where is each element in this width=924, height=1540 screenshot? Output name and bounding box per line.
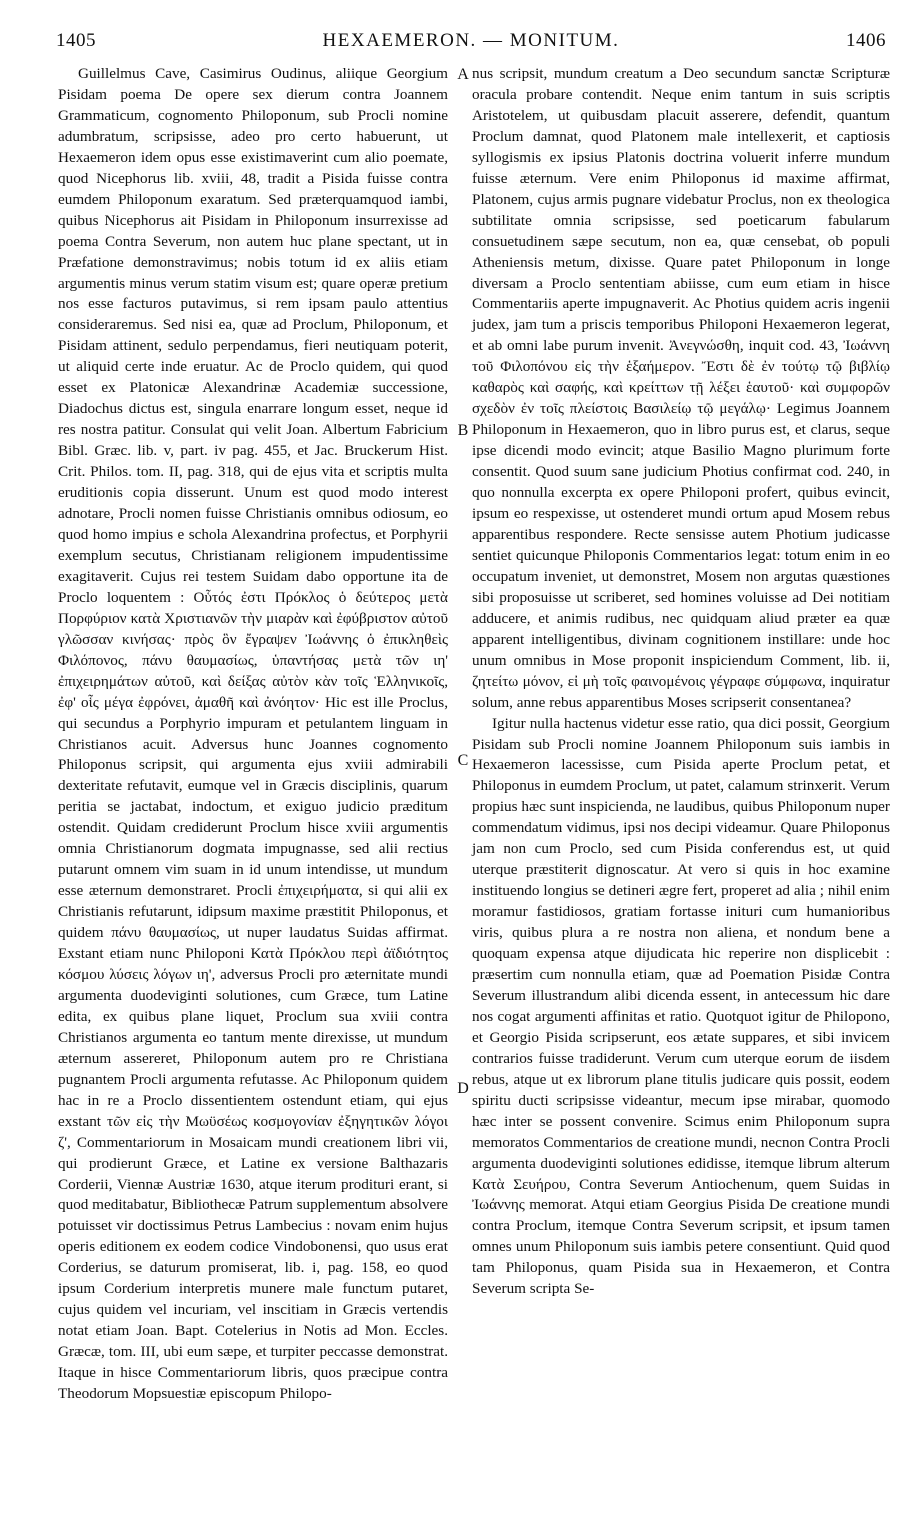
left-paragraph: Guillelmus Cave, Casimirus Oudinus, aliique Georgium Pisidam poema De opere sex dierum contra Joannem Grammaticum, cognomento Philoponum, sub Procli nomine adumbratum, scripsisse, adeo pro certo habuerunt, ut Hexaemeron idem opus esse existimaverint cum alio poemate, quod Nicephorus lib. xviii, 48, tradit a Pisida fuisse contra eumdem Philoponum exaratum. Sed præterquamquod iambi, quibus Nicephorus ait Pisidam in Philoponum insurrexisse ad poema Contra Severum, non autem huc plane spectant, ut in Præfatione demonstravimus; nobis totum id ex aliis etiam argumentis minus verum statim visum est; quare operæ pretium nos esse facturos putavimus, si rem ipsam paulo attentius consideraremus. Sed nisi ea, quæ ad Proclum, Philoponum, et Pisidam attinent, sedulo perpendamus, fieri neutiquam poterit, ut aliquid certe inde eruatur. Ac de Proclo quidem, qui quod esset ex Platonicæ Alexandrinæ Academiæ successione, Diadochus dictus est, singula enarrare longum esset, neque id res nostra patitur. Consulat qui velit Joan. Albertum Fabricium Bibl. Græc. lib. v, part. iv pag. 455, et Jac. Bruckerum Hist. Crit. Philos. tom. II, pag. 318, qui de ejus vita et scriptis multa eruditionis copia disserunt. Unum est quod modo interest adnotare, Procli nomen fuisse Christianis omnibus odiosum, eo quod homo impius e schola Alexandrina profectus, et Porphyrii exemplum secutus, Christianam religionem impudentissime exagitaverit. Cujus rei testem Suidam dabo opportune ita de Proclo loquentem : Οὗτός ἐστι Πρόκλος ὁ δεύτερος μετὰ Πορφύριον κατὰ Χριστιανῶν τὴν μιαρὰν καὶ ἐφύβριστον αὐτοῦ γλῶσσαν κινήσας· πρὸς ὃν ἔγραψεν Ἰωάννης ὁ ἐπικληθεὶς Φιλόπονος, πάνυ θαυμασίως, ὑπαντήσας μετὰ τῶν ιη' ἐπιχειρημάτων αὐτοῦ, καὶ δείξας αὐτὸν κὰν τοῖς Ἑλληνικοῖς, ἐφ' οἷς μέγα ἐφρόνει, ἀμαθῆ καὶ ἀνόητον· Hic est ille Proclus, qui secundus a Porphyrio impuram et petulantem linguam in Christianos acuit. Adversus hunc Joannes cognomento Philoponus scripsit, qui argumenta ejus xviii admirabili dexteritate refutavit, eumque vel in Græcis disciplinis, quarum peritia se jactabat, indoctum, et exiguo judicio præditum ostendit. Quidam crediderunt Proclum hisce xviii argumentis omnia Christianorum dogmata impugnasse, sed alii rectius putarunt omnem vim suam in id unum intendisse, ut mundum esse æternum demonstraret. Procli ἐπιχειρήματα, si qui alii ex Christianis refutarunt, idipsum maxime præstitit Philoponus, et quidem πάνυ θαυμασίως, ut nuper laudatus Suidas affirmat. Exstant etiam nunc Philoponi Κατὰ Πρόκλου περὶ ἀϊδιότητος κόσμου λύσεις λόγων ιη', adversus Procli pro æternitate mundi argumenta duodeviginti solutiones, cum Græce, tum Latine edita, ex quibus plane liquet, Proclum sua xviii contra Christianos argumenta eo tantum mente direxisse, ut mundum æternum assereret, Philoponum autem pro re Christiana pugnantem Procli argumenta refutasse. Ac Philoponum quidem hac in re a Proclo dissentientem ostendunt etiam, qui ejus exstant τῶν εἰς τὴν Μωϋσέως κοσμογονίαν ἐξηγητικῶν λόγοι ζ', Commentariorum in Mosaicam mundi creationem libri vii, qui prodierunt Græce, et Latine ex versione Balthazaris Corderii, Viennæ Austriæ 1630, atque iterum prodituri erant, si quod meditabatur, Bibliothecæ Patrum supplementum absolvere potuisset vir doctissimus Petrus Lambecius : novam enim hujus operis editionem ex eodem codice Vindobonensi, quo usus erat Corderius, se daturum promiserat, lib. i, pag. 158, eo quod ipsum Corderium interpretis munere male functum putaret, cujus quidem vel incuriam, vel inscitiam in Græcis vertendis notat etiam Joan. Bapt. Cotelerius in Notis ad Mon. Eccles. Græcæ, tom. III, ubi eum sæpe, et turpiter peccasse demonstrat. Itaque in hisce Commentariorum libris, quos præcipue contra Theodorum Mopsuestiæ episcopum Philopo- <box>58 65 448 1403</box>
margin-letter-d: D <box>457 1080 469 1097</box>
page-number-left: 1405 <box>56 30 96 51</box>
right-column <box>472 64 890 1300</box>
right-paragraph-igitur: Igitur nulla hactenus videtur esse ratio, qua dici possit, Georgium Pisidam sub Procli nomine Joannem Philoponum suis iambis in Hexaemeron lacessisse, cum Pisida aperte Proclum petat, et Philoponus in eumdem Proclum, ut patet, calamum strinxerit. Verum propius hæc sunt inspicienda, ne laudibus, quibus Philoponum nuper commendatum vidimus, ipsi nos decipi videamur. Quare Philoponus jam non cum Proclo, sed cum Pisida conferendus est, ut quid uterque præstiterit dignoscatur. At vero si quis in hoc examine instituendo longius se detineri ægre fert, properet ad alia ; nihil enim moramur fastidiosos, gratiam fortasse inituri cum humanioribus viris, quibus plura a re nostra non aliena, et nondum bene a quoquam expensa atque dijudicata hic reperire non displicebit : præsertim cum nonnulla etiam, quæ ad Poemation Pisidæ Contra Severum illustrandum alibi dicenda essent, in antecessum hic dare nos cogat argumenti affinitas et ratio. Quotquot igitur de Philopono, et Georgio Pisida scripserunt, eos ætate suppares, et sibi invicem contrarios fuisse tradiderunt. Verum cum uterque eorum de iisdem rebus, atque ut ex librorum plane titulis judicare quis possit, eodem spiritu ducti scripsisse videantur, mecum ipse mirabar, quomodo hæc inter se possent convenire. Scimus enim Philoponum supra memoratos Commentarios de creatione mundi, necnon Contra Procli argumenta duodeviginti solutiones edidisse, itemque librum alterum Κατὰ Σευήρου, Contra Severum Antiochenum, quem Suidas in Ἰωάννης memorat. Atqui etiam Georgius Pisida De creatione mundi contra Proclum, itemque Contra Severum scripsit, et ipsum tamen omnes unum Philoponum suis iambis petere consentiunt. Quid quod tam Philoponus, quam Pisida sua in Hexaemeron, et Contra Severum scripta Se- <box>472 714 890 1298</box>
right-paragraph-continued: nus scripsit, mundum creatum a Deo secundum sanctæ Scripturæ oracula probare contendit. Neque enim tantum in suis scriptis Aristotelem, ut quibusdam placuit asserere, defendit, quantum Proclum damnat, quod Platonem male intellexerit, et captiosis syllogismis ex ipsius Platonis doctrina voluerit inferre mundum fuisse æternum. Vere enim Philoponus id maxime affirmat, Platonem, cujus armis pugnare videbatur Proclus, non ex theologica subtilitate omnia scripsisse, sed poeticarum fabularum consuetudinem sæpe secutum, non ea, quæ censebat, ob populi Atheniensis metum, dixisse. Quare patet Philoponum in longe diversam a Proclo sententiam abiisse, cum eum etiam in hisce Commentariis aperte impugnaverit. Ac Photius quidem acris ingenii judex, jam tum a priscis temporibus Philoponi Hexaemeron legerat, et ab omni labe purum invenit. Ἀνεγνώσθη, inquit cod. 43, Ἰωάννη τοῦ Φιλοπόνου εἰς τὴν ἑξαήμερον. Ἔστι δὲ ἐν τούτῳ τῷ βιβλίῳ καθαρὸς καὶ σαφής, καὶ κρείττων τῇ λέξει ἑαυτοῦ· καὶ συμφορῶν σχεδὸν ἐν τοῖς πλείστοις Βασιλείῳ τῷ μεγάλῳ· Legimus Joannem Philoponum in Hexaemeron, quo in libro purus est, et clarus, seque ipse dicendi modo evincit; atque Basilio Magno plurimum forte consentit. Quod suum sane judicium Photius confirmat cod. 240, in quo nonnulla excerpta ex opere Philoponi profert, quibus evincit, ipsum eo respexisse, ut ostenderet mundi ortum apud Mosem rebus apparentibus respondere. Recte sensisse autem Photium judicasse sentiet quicunque Philoponis Commentarios legat: totum enim in eo occupatum inveniet, ut demonstret, Mosem non argutas quæstiones sibi proposuisse ut scriberet, sed homines voluisse ad Dei notitiam adducere, et animis rudibus, nec quidquam aliud præter ea quæ apparent intelligentibus, divinam cognitionem instillare: unde hoc unum omnibus in Mose proponit inspiciendum Comment, lib. ii, ζητείτω μόνον, εἰ μὴ τοῖς φαινομένοις γέγραφε σύμφωνα, inquiratur solum, anne rebus apparentibus Moses scripserit consentanea? <box>472 65 890 711</box>
page-number-right: 1406 <box>846 30 886 51</box>
margin-letter-c: C <box>457 752 469 769</box>
margin-letter-b: B <box>457 422 469 439</box>
left-column <box>58 64 448 1405</box>
running-header <box>56 30 886 54</box>
margin-letter-a: A <box>457 66 469 83</box>
running-title: HEXAEMERON. — MONITUM. <box>322 30 620 51</box>
